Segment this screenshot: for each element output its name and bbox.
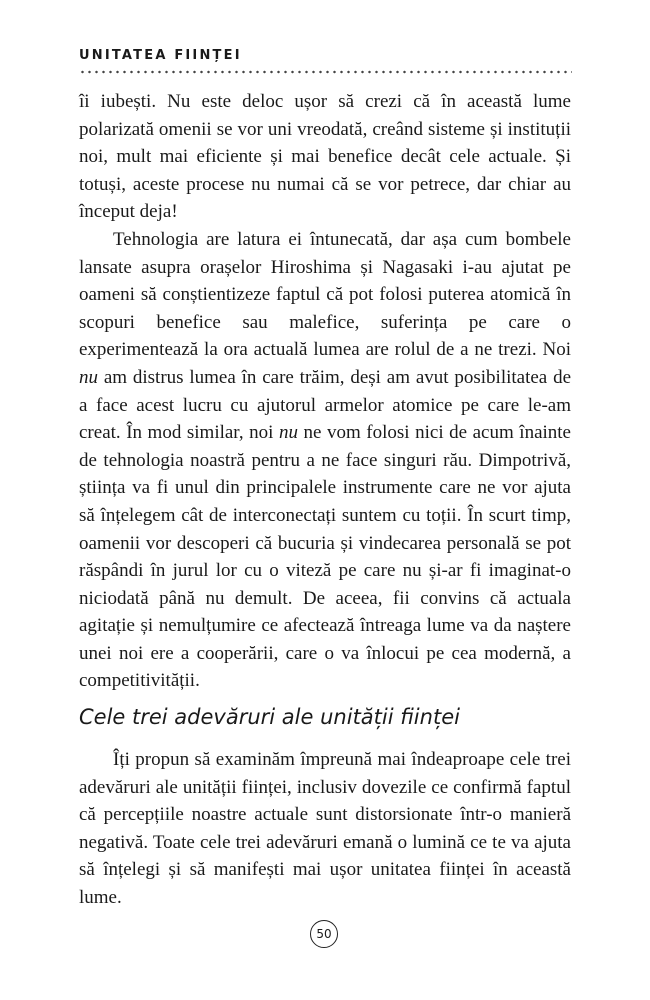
text-run: Tehnologia are latura ei întunecată, dar așa cum bombele lansate asupra orașelor Hiroshima și Nagasaki i-au ajutat pe oameni să conștientizeze faptul că pot folosi puterea atomică în scopuri benefice sau malefice, suferința pe care o experimentează la ora actuală lumea are rolul de a ne trezi. Noi	[79, 228, 571, 361]
emphasis: nu	[278, 422, 298, 444]
paragraph: îi iubești. Nu este deloc ușor să crezi că în această lume polarizată omenii se vor uni vreodată, creând sisteme și instituții noi, mult mai eficiente și mai benefice decât cele actuale. Și totuși, aceste procese nu numai că se vor petrece, dar chiar au început deja!	[79, 91, 571, 223]
text-run: ne vom folosi nici de acum înainte de tehnologia noastră pentru a ne face singuri rău. Dimpotrivă, știința va fi unul din principalele instrumente care ne vor ajuta să înțelegem cât de interconectați suntem cu toții. În scurt timp, oamenii vor descoperi că bucuria și vindecarea personală se pot răspândi în jurul lor cu o viteză pe care nu și-ar fi imaginat-o niciodată până nu demult. De aceea, fii convins că actuala agitație și nemulțumire ce afectează întreaga lume va da naștere unei noi ere a cooperării, care o va înlocui pe cea modernă, a competitivității.	[79, 422, 571, 692]
body-text-block	[79, 88, 571, 695]
paragraph	[79, 226, 571, 695]
header-dotted-rule	[79, 70, 572, 74]
page-number: 50	[310, 920, 338, 948]
emphasis: nu	[79, 366, 98, 388]
text-run: am distrus lumea în care trăim, deși am avut posibilitatea de a face acest lucru cu ajutorul armelor atomice pe care le-am creat. În mod similar, noi	[79, 366, 571, 444]
paragraph: Îți propun să examinăm împreună mai îndeaproape cele trei adevăruri ale unității ființei, inclusiv dovezile ce confirmă faptul că percepțiile noastre actuale sunt distorsionate într-o manieră negativă. Toate cele trei adevăruri emană o lumină ce te va ajuta să înțelegi și să manifești mai ușor unitatea ființei în această lume.	[79, 749, 571, 908]
body-text-block	[79, 746, 571, 912]
section-heading: Cele trei adevăruri ale unității ființei	[79, 705, 460, 729]
running-header: UNITATEA FIINȚEI	[79, 48, 242, 63]
